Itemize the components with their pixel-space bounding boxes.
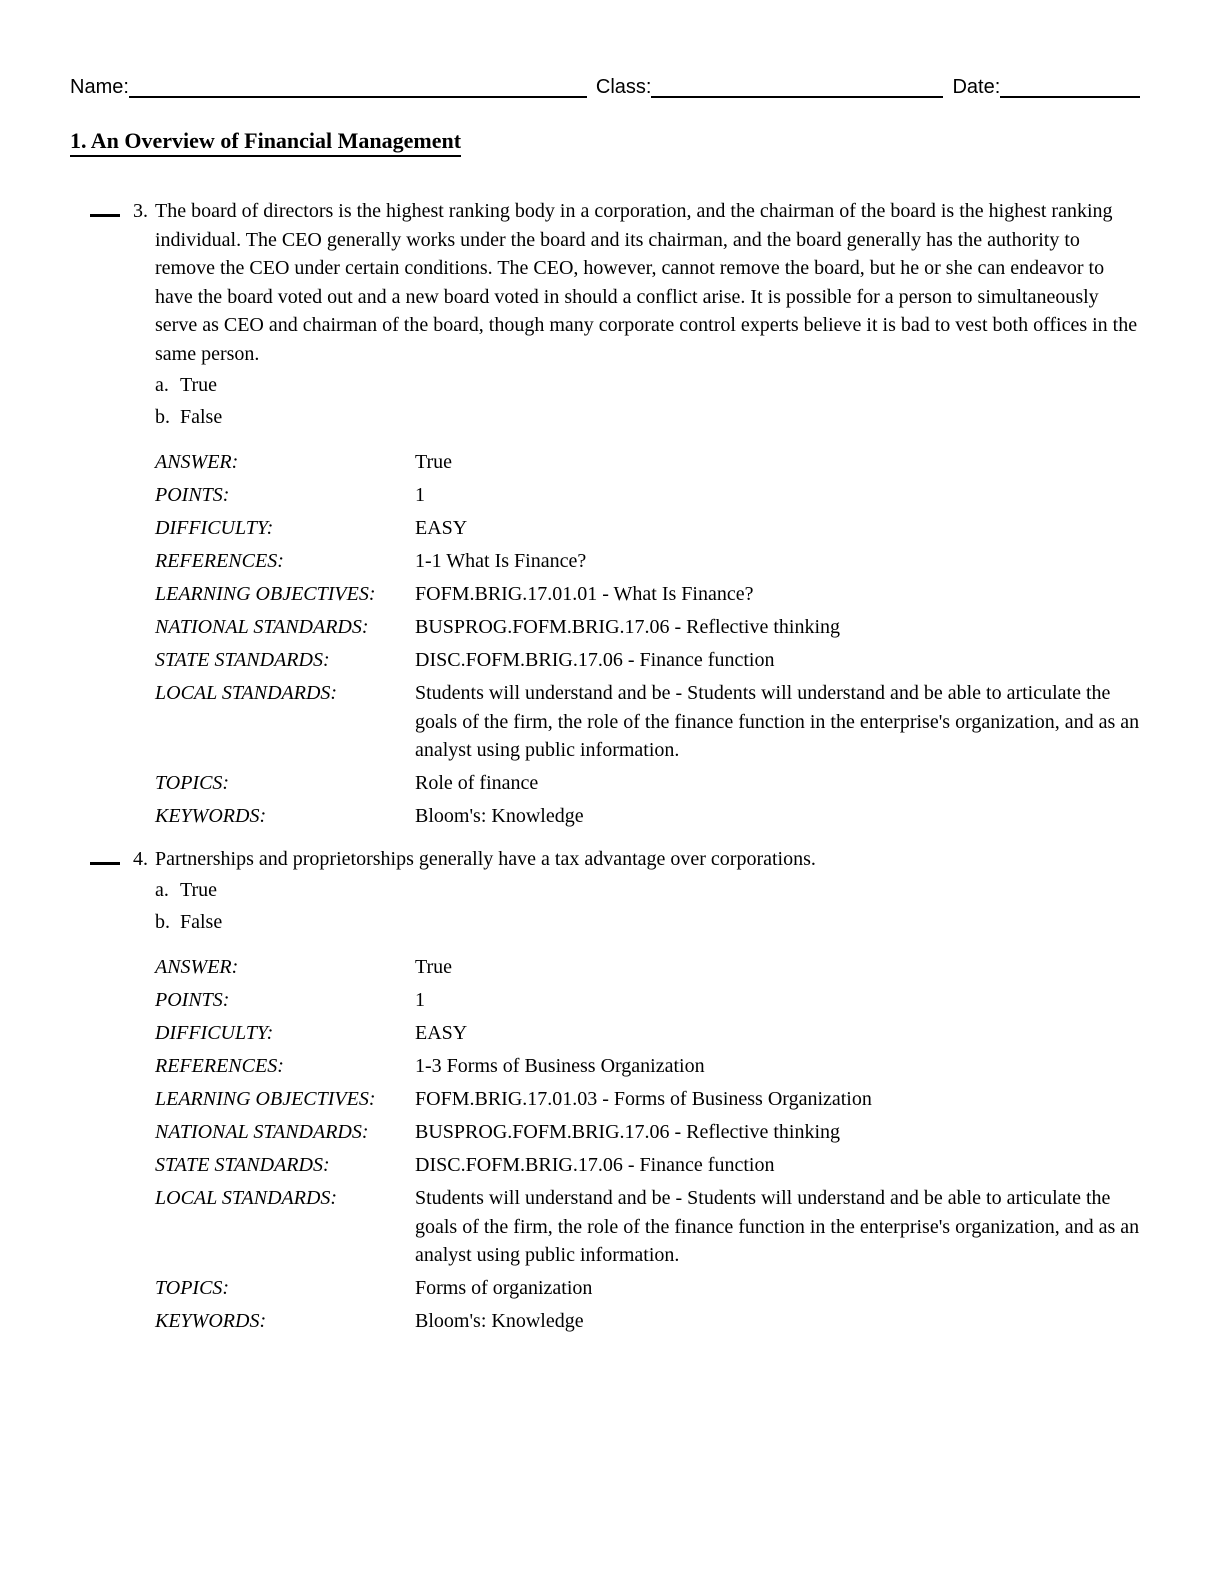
meta-label: POINTS: — [155, 484, 230, 506]
meta-row-state-standards — [155, 646, 1140, 675]
meta-value: BUSPROG.FOFM.BRIG.17.06 - Reflective thinking — [415, 616, 841, 638]
meta-row-keywords — [155, 802, 1140, 831]
name-blank-line — [129, 76, 587, 98]
meta-label: NATIONAL STANDARDS: — [155, 1121, 369, 1143]
meta-row-state-standards — [155, 1151, 1140, 1180]
meta-row-learning-objectives — [155, 580, 1140, 609]
meta-row-references — [155, 1052, 1140, 1081]
date-blank-line — [1000, 76, 1140, 98]
question-number: 3. — [133, 200, 148, 222]
option-b — [155, 908, 1140, 937]
meta-label: KEYWORDS: — [155, 1309, 267, 1332]
meta-row-points — [155, 986, 1140, 1015]
question-text: Partnerships and proprietorships generally have a tax advantage over corporations. — [155, 847, 816, 870]
question-paragraph — [133, 845, 1140, 874]
meta-row-answer — [155, 448, 1140, 477]
meta-row-points — [155, 481, 1140, 510]
question-metadata — [155, 448, 1140, 831]
meta-label: LEARNING OBJECTIVES: — [155, 1088, 376, 1110]
answer-blank-line — [90, 197, 120, 217]
question-4-statement — [70, 845, 1140, 874]
meta-row-learning-objectives — [155, 1085, 1140, 1114]
question-3 — [70, 197, 1140, 831]
meta-label: REFERENCES: — [155, 1055, 284, 1077]
meta-label: NATIONAL STANDARDS: — [155, 616, 369, 638]
meta-row-references — [155, 547, 1140, 576]
meta-label: LOCAL STANDARDS: — [155, 682, 338, 704]
meta-value: Students will understand and be - Students will understand and be able to articulate the goals of the firm, the role of the finance function in the enterprise's organization, and as an analyst using public information. — [415, 682, 1140, 761]
meta-value: EASY — [415, 517, 468, 539]
option-a — [155, 876, 1140, 905]
meta-row-topics — [155, 769, 1140, 798]
meta-value: BUSPROG.FOFM.BRIG.17.06 - Reflective thinking — [415, 1121, 841, 1143]
question-3-statement — [70, 197, 1140, 368]
meta-value: EASY — [415, 1022, 468, 1044]
meta-row-national-standards — [155, 1118, 1140, 1147]
meta-row-national-standards — [155, 613, 1140, 642]
meta-row-keywords — [155, 1307, 1140, 1336]
option-text: True — [180, 879, 218, 901]
question-metadata — [155, 953, 1140, 1336]
meta-value: DISC.FOFM.BRIG.17.06 - Finance function — [415, 1154, 775, 1176]
meta-value: Students will understand and be - Students will understand and be able to articulate the goals of the firm, the role of the finance function in the enterprise's organization, and as an analyst using public information. — [415, 1187, 1140, 1266]
meta-value: Bloom's: Knowledge — [415, 1309, 584, 1332]
date-label: Date: — [952, 76, 1001, 98]
meta-label: TOPICS: — [155, 1276, 230, 1299]
option-letter: b. — [155, 911, 170, 933]
option-letter: b. — [155, 406, 170, 428]
meta-value: FOFM.BRIG.17.01.03 - Forms of Business Organization — [415, 1088, 872, 1110]
meta-value: 1-1 What Is Finance? — [415, 550, 587, 572]
meta-label: STATE STANDARDS: — [155, 1154, 330, 1176]
meta-value: DISC.FOFM.BRIG.17.06 - Finance function — [415, 649, 775, 671]
question-paragraph — [133, 197, 1140, 368]
meta-row-local-standards — [155, 1184, 1140, 1270]
meta-label: ANSWER: — [155, 956, 239, 978]
meta-row-topics — [155, 1274, 1140, 1303]
meta-value: 1 — [415, 989, 425, 1011]
meta-value: True — [415, 956, 453, 978]
meta-label: LOCAL STANDARDS: — [155, 1187, 338, 1209]
meta-row-difficulty — [155, 514, 1140, 543]
section-title: 1. An Overview of Financial Management — [70, 128, 461, 157]
meta-label: KEYWORDS: — [155, 804, 267, 827]
meta-value: Bloom's: Knowledge — [415, 804, 584, 827]
option-a — [155, 371, 1140, 400]
meta-value: 1 — [415, 484, 425, 506]
option-text: True — [180, 374, 218, 396]
meta-label: STATE STANDARDS: — [155, 649, 330, 671]
option-b — [155, 403, 1140, 432]
meta-label: REFERENCES: — [155, 550, 284, 572]
meta-label: LEARNING OBJECTIVES: — [155, 583, 376, 605]
meta-label: DIFFICULTY: — [155, 1022, 274, 1044]
option-letter: a. — [155, 879, 169, 901]
meta-label: POINTS: — [155, 989, 230, 1011]
class-blank-line — [651, 76, 943, 98]
option-letter: a. — [155, 374, 169, 396]
meta-value: Forms of organization — [415, 1276, 593, 1299]
header-row — [70, 76, 1140, 98]
option-text: False — [180, 406, 223, 428]
meta-value: FOFM.BRIG.17.01.01 - What Is Finance? — [415, 583, 754, 605]
option-text: False — [180, 911, 223, 933]
meta-label: TOPICS: — [155, 771, 230, 794]
meta-value: 1-3 Forms of Business Organization — [415, 1055, 705, 1077]
answer-options — [155, 876, 1140, 937]
meta-row-local-standards — [155, 679, 1140, 765]
meta-row-difficulty — [155, 1019, 1140, 1048]
meta-label: DIFFICULTY: — [155, 517, 274, 539]
class-label: Class: — [595, 76, 652, 98]
meta-value: True — [415, 451, 453, 473]
meta-value: Role of finance — [415, 771, 539, 794]
meta-label: ANSWER: — [155, 451, 239, 473]
question-number: 4. — [133, 847, 148, 870]
name-label: Name: — [70, 76, 129, 98]
answer-options — [155, 371, 1140, 432]
answer-blank-line — [90, 845, 120, 865]
question-4 — [70, 845, 1140, 1336]
meta-row-answer — [155, 953, 1140, 982]
question-text: The board of directors is the highest ranking body in a corporation, and the chairman of the board is the highest ranking individual. The CEO generally works under the board and its chairman, and the board generally has the authority to remove the CEO under certain conditions. The CEO, however, cannot remove the board, but he or she can endeavor to have the board voted out and a new board voted in should a conflict arise. It is possible for a person to simultaneously serve as CEO and chairman of the board, though many corporate control experts believe it is bad to vest both offices in the same person. — [155, 200, 1138, 365]
